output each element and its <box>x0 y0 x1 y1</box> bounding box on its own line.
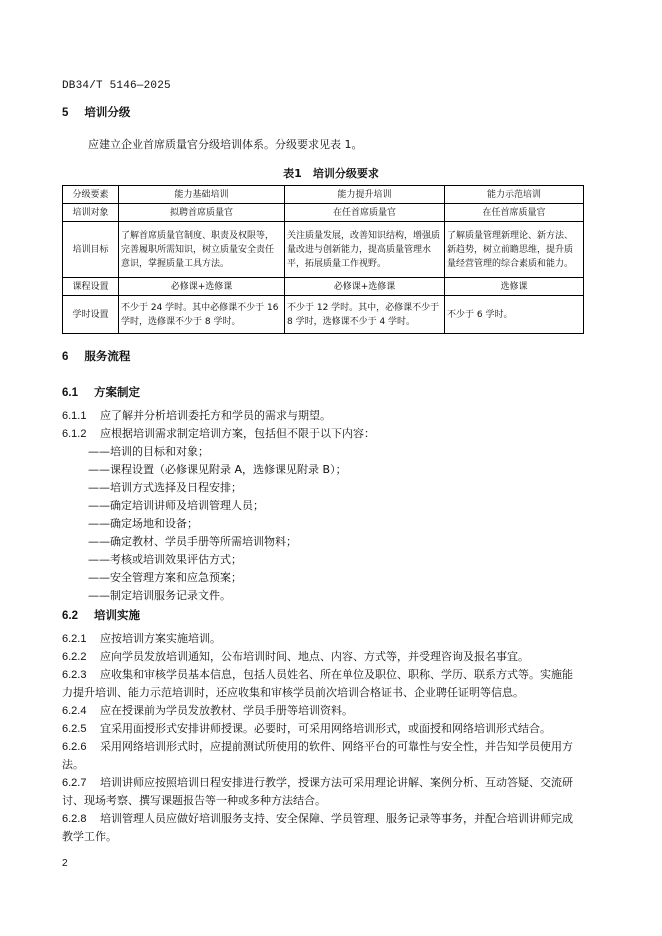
section-number: 6.2 <box>62 610 78 622</box>
section-number: 6.1 <box>62 387 78 399</box>
clause-text: 采用网络培训形式时，应提前测试所使用的软件、网络平台的可靠性与安全性，并告知学员使用方法。 <box>62 740 573 771</box>
table-cell: 能力基础培训 <box>119 186 285 204</box>
clause-number: 6.2.1 <box>62 633 87 645</box>
clause-number: 6.2.8 <box>62 813 87 825</box>
section-6-2-heading <box>62 607 140 623</box>
table-cell: 能力提升培训 <box>285 186 445 204</box>
section-title: 培训分级 <box>84 105 131 119</box>
table-cell: 课程设置 <box>63 278 119 296</box>
list-item <box>62 666 583 702</box>
dash-item: ——课程设置（必修课见附录 A，选修课见附录 B）； <box>88 463 347 476</box>
clause-text: 应按培训方案实施培训。 <box>100 632 221 645</box>
table-cell: 必修课+选修课 <box>119 278 285 296</box>
clause-number: 6.1.2 <box>62 428 87 440</box>
dash-item: ——培训方式选择及日程安排； <box>88 481 242 494</box>
table-cell: 学时设置 <box>63 296 119 334</box>
list-item <box>62 774 583 810</box>
table-cell: 了解质量管理新理论、新方法、新趋势，树立前瞻思维，提升质量经营管理的综合素质和能力。 <box>445 222 584 278</box>
clause-number: 6.2.4 <box>62 705 87 717</box>
dash-item: ——确定培训讲师及培训管理人员； <box>88 499 264 512</box>
table-cell: 在任首席质量官 <box>445 204 584 222</box>
section-number: 6 <box>62 351 69 363</box>
section-6-1-heading <box>62 384 140 400</box>
clause-text: 宜采用面授形式安排讲师授课。必要时，可采用网络培训形式，或面授和网络培训形式结合。 <box>100 722 551 735</box>
dash-item: ——考核或培训效果评估方式； <box>88 553 242 566</box>
table-cell: 拟聘首席质量官 <box>119 204 285 222</box>
table-cell: 在任首席质量官 <box>285 204 445 222</box>
table-cell: 必修课+选修课 <box>285 278 445 296</box>
table-cell: 了解首席质量官制度、职责及权限等，完善履职所需知识，树立质量安全责任意识，掌握质量工具方法。 <box>119 222 285 278</box>
clause-number: 6.2.5 <box>62 723 87 735</box>
section-5-intro: 应建立企业首席质量官分级培训体系。分级要求见表 1。 <box>88 138 363 151</box>
section-title: 培训实施 <box>94 608 141 622</box>
clause-text: 应了解并分析培训委托方和学员的需求与期望。 <box>100 409 331 422</box>
grading-table <box>62 185 584 334</box>
clause-text: 应在授课前为学员发放教材、学员手册等培训资料。 <box>100 704 353 717</box>
table-row <box>63 204 584 222</box>
table-row <box>63 296 584 334</box>
table-cell: 分级要素 <box>63 186 119 204</box>
section-6-1-list <box>62 407 375 605</box>
section-number: 5 <box>62 107 69 119</box>
page-number: 2 <box>62 858 68 869</box>
clause-number: 6.2.2 <box>62 651 87 663</box>
clause-text: 应收集和审核学员基本信息，包括人员姓名、所在单位及职位、职称、学历、联系方式等。实施能力提升培训、能力示范培训时，还应收集和审核学员前次培训合格证书、企业聘任证明等信息。 <box>62 668 573 699</box>
list-item <box>62 702 583 720</box>
clause-number: 6.2.6 <box>62 741 87 753</box>
clause-number: 6.2.7 <box>62 777 87 789</box>
list-item <box>62 407 375 425</box>
table-cell: 培训对象 <box>63 204 119 222</box>
table-cell: 不少于 6 学时。 <box>445 296 584 334</box>
list-item <box>62 810 583 846</box>
list-item <box>62 738 583 774</box>
clause-text: 培训讲师应按照培训日程安排进行教学，授课方法可采用理论讲解、案例分析、互动答疑、交流研讨、现场考察、撰写课题报告等一种或多种方法结合。 <box>62 776 573 807</box>
table-cell: 能力示范培训 <box>445 186 584 204</box>
dash-item: ——制定培训服务记录文件。 <box>88 589 231 602</box>
table-cell: 不少于 24 学时。其中必修课不少于 16 学时，选修课不少于 8 学时。 <box>119 296 285 334</box>
section-6-2-list <box>62 630 583 846</box>
dash-item: ——安全管理方案和应急预案； <box>88 571 242 584</box>
dash-item: ——确定场地和设备； <box>88 517 198 530</box>
clause-text: 培训管理人员应做好培训服务支持、安全保障、学员管理、服务记录等事务，并配合培训讲师完成教学工作。 <box>62 812 573 843</box>
section-title: 服务流程 <box>84 349 131 363</box>
table-caption: 表1 培训分级要求 <box>283 167 379 180</box>
list-item <box>62 425 375 443</box>
section-title: 方案制定 <box>94 385 141 399</box>
table-cell: 选修课 <box>445 278 584 296</box>
table-row <box>63 278 584 296</box>
document-code: DB34/T 5146—2025 <box>62 80 171 92</box>
dash-item: ——培训的目标和对象； <box>88 445 209 458</box>
dash-item: ——确定教材、学员手册等所需培训物料； <box>88 535 297 548</box>
list-item <box>62 648 583 666</box>
table-cell: 关注质量发展，改善知识结构，增强质量改进与创新能力，提高质量管理水平，拓展质量工作视野。 <box>285 222 445 278</box>
list-item <box>62 720 583 738</box>
clause-number: 6.1.1 <box>62 410 87 422</box>
clause-number: 6.2.3 <box>62 669 87 681</box>
table-row <box>63 186 584 204</box>
table-row <box>63 222 584 278</box>
clause-text: 应根据培训需求制定培训方案，包括但不限于以下内容： <box>100 427 375 440</box>
clause-text: 应向学员发放培训通知，公布培训时间、地点、内容、方式等，并受理咨询及报名事宜。 <box>100 650 529 663</box>
table-cell: 不少于 12 学时。其中，必修课不少于 8 学时，选修课不少于 4 学时。 <box>285 296 445 334</box>
table-cell: 培训目标 <box>63 222 119 278</box>
section-5-heading <box>62 104 130 120</box>
list-item <box>62 630 583 648</box>
section-6-heading <box>62 348 130 364</box>
